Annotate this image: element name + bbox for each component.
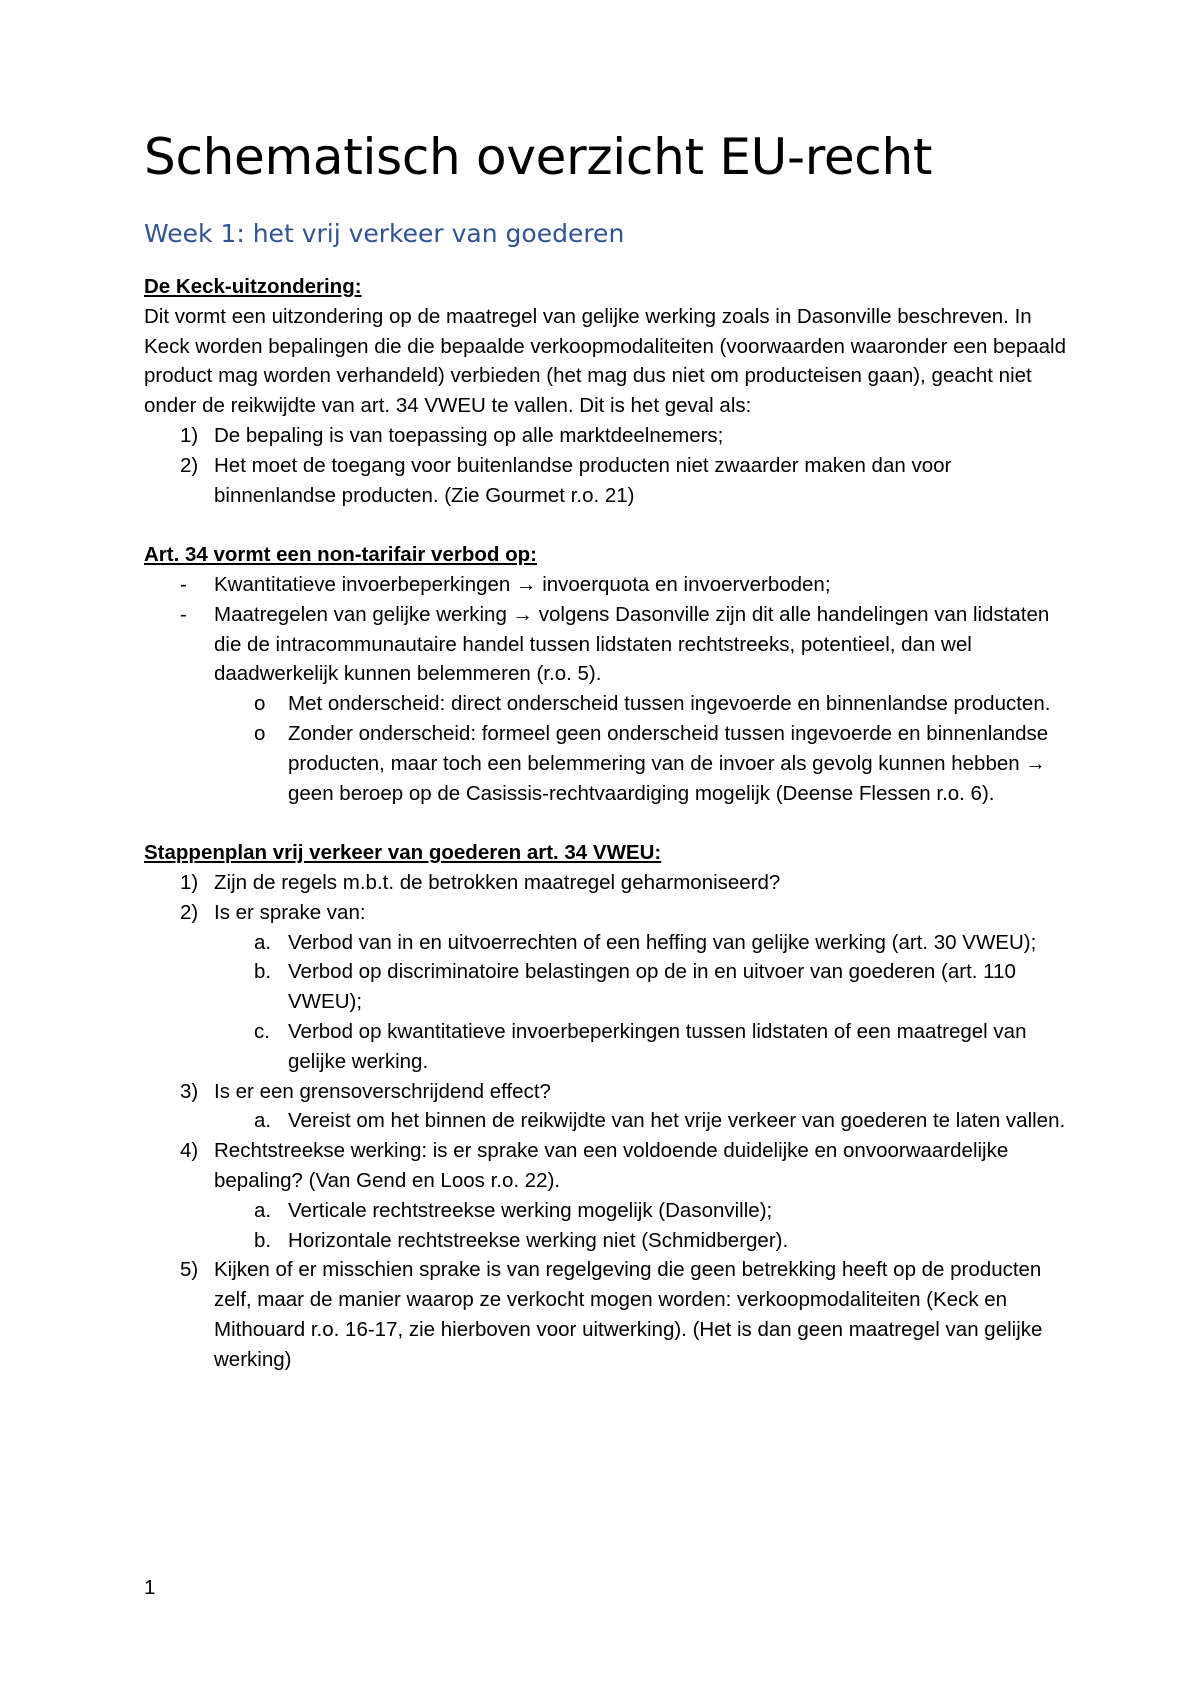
sub-list-item [144,1226,1074,1256]
list-marker: a. [254,1109,272,1133]
sub-list-item [144,957,1074,1017]
list-marker: - [180,572,187,596]
sub-list-item [144,1106,1074,1136]
list-item [144,451,1074,511]
sub-list-item [144,689,1074,719]
document-title: Schematisch overzicht EU-recht [144,128,933,186]
list-item-text: Vereist om het binnen de reikwijdte van het vrije verkeer van goederen te laten vallen. [288,1109,1066,1133]
list-marker: c. [254,1019,270,1043]
list-item-text: Rechtstreekse werking: is er sprake van een voldoende duidelijke en onvoorwaardelijke bepaling? (Van Gend en Loos r.o. 22). [214,1139,1009,1192]
list-item [144,600,1074,689]
sub-list-item [144,719,1074,808]
document-page [144,130,1074,1374]
list-item [144,421,1074,451]
list-item-text: Is er sprake van: [214,900,366,924]
list-item-text: Zijn de regels m.b.t. de betrokken maatregel geharmoniseerd? [214,870,781,894]
list-marker: 5) [180,1258,199,1282]
list-marker: b. [254,1228,272,1252]
section-keck [144,272,1074,510]
sub-list-item [144,928,1074,958]
list-item [144,1255,1074,1374]
list-item [144,898,1074,928]
document-subtitle: Week 1: het vrij verkeer van goederen [144,219,625,248]
list-item-text: Kijken of er misschien sprake is van regelgeving die geen betrekking heeft op de producten zelf, maar de manier waarop ze verkocht mogen worden: verkoopmodaliteiten (Keck en Mithouard r.o. 16-17, zie hierboven voor uitwerking). (Het is dan geen maatregel van gelijke werking) [214,1258,1043,1371]
document-body [144,272,1074,1374]
spacer [144,510,1074,540]
list-item-text: Maatregelen van gelijke werking → volgens Dasonville zijn dit alle handelingen van lidstaten die de intracommunautaire handel tussen lidstaten rechtstreeks, potentieel, dan wel daadwerkelijk kunnen belemmeren (r.o. 5). [214,602,1050,686]
list-item [144,1136,1074,1196]
section-art34 [144,540,1074,808]
list-item-text: Verticale rechtstreekse werking mogelijk (Dasonville); [288,1198,773,1222]
list-marker: a. [254,1198,272,1222]
list-item-text: Is er een grensoverschrijdend effect? [214,1079,551,1103]
list-marker: 2) [180,453,199,477]
list-marker: 1) [180,870,199,894]
list-item [144,868,1074,898]
section-heading: De Keck-uitzondering: [144,275,362,298]
sub-list-item [144,1017,1074,1077]
list-marker: 3) [180,1079,199,1103]
list-item-text: Verbod op kwantitatieve invoerbeperkingen tussen lidstaten of een maatregel van gelijke werking. [288,1019,1027,1073]
sub-list-item [144,1196,1074,1226]
page-number: 1 [144,1576,156,1599]
list-item-text: Het moet de toegang voor buitenlandse producten niet zwaarder maken dan voor binnenlandse producten. (Zie Gourmet r.o. 21) [214,453,952,507]
list-marker: 4) [180,1139,199,1163]
list-item-text: Horizontale rechtstreekse werking niet (Schmidberger). [288,1228,789,1252]
list-marker: o [254,721,266,745]
list-item [144,570,1074,600]
list-item-text: Met onderscheid: direct onderscheid tussen ingevoerde en binnenlandse producten. [288,692,1051,716]
list-item-text: Verbod op discriminatoire belastingen op de in en uitvoer van goederen (art. 110 VWEU); [288,960,1016,1014]
list-marker: o [254,692,266,716]
spacer [144,808,1074,838]
section-paragraph: Dit vormt een uitzondering op de maatregel van gelijke werking zoals in Dasonville beschreven. In Keck worden bepalingen die die bepaalde verkoopmodaliteiten (voorwaarden waaronder een bepaald product mag worden verhandeld) verbieden (het mag dus niet om producteisen gaan), geacht niet onder de reikwijdte van art. 34 VWEU te vallen. Dit is het geval als: [144,304,1066,418]
list-item-text: Kwantitatieve invoerbeperkingen → invoerquota en invoerverboden; [214,572,831,596]
section-heading: Art. 34 vormt een non-tarifair verbod op: [144,543,537,567]
list-marker: 2) [180,900,199,924]
list-item-text: De bepaling is van toepassing op alle marktdeelnemers; [214,423,724,447]
list-item-text: Verbod van in en uitvoerrechten of een heffing van gelijke werking (art. 30 VWEU); [288,930,1037,954]
list-item [144,1077,1074,1107]
list-item-text: Zonder onderscheid: formeel geen onderscheid tussen ingevoerde en binnenlandse producten, maar toch een belemmering van de invoer als gevolg kunnen hebben → geen beroep op de Casissis-rechtvaardiging mogelijk (Deense Flessen r.o. 6). [288,721,1049,805]
list-marker: - [180,602,187,626]
list-marker: b. [254,960,272,984]
list-marker: 1) [180,423,199,447]
section-stappenplan [144,838,1074,1374]
list-marker: a. [254,930,272,954]
section-heading: Stappenplan vrij verkeer van goederen art. 34 VWEU: [144,841,662,865]
